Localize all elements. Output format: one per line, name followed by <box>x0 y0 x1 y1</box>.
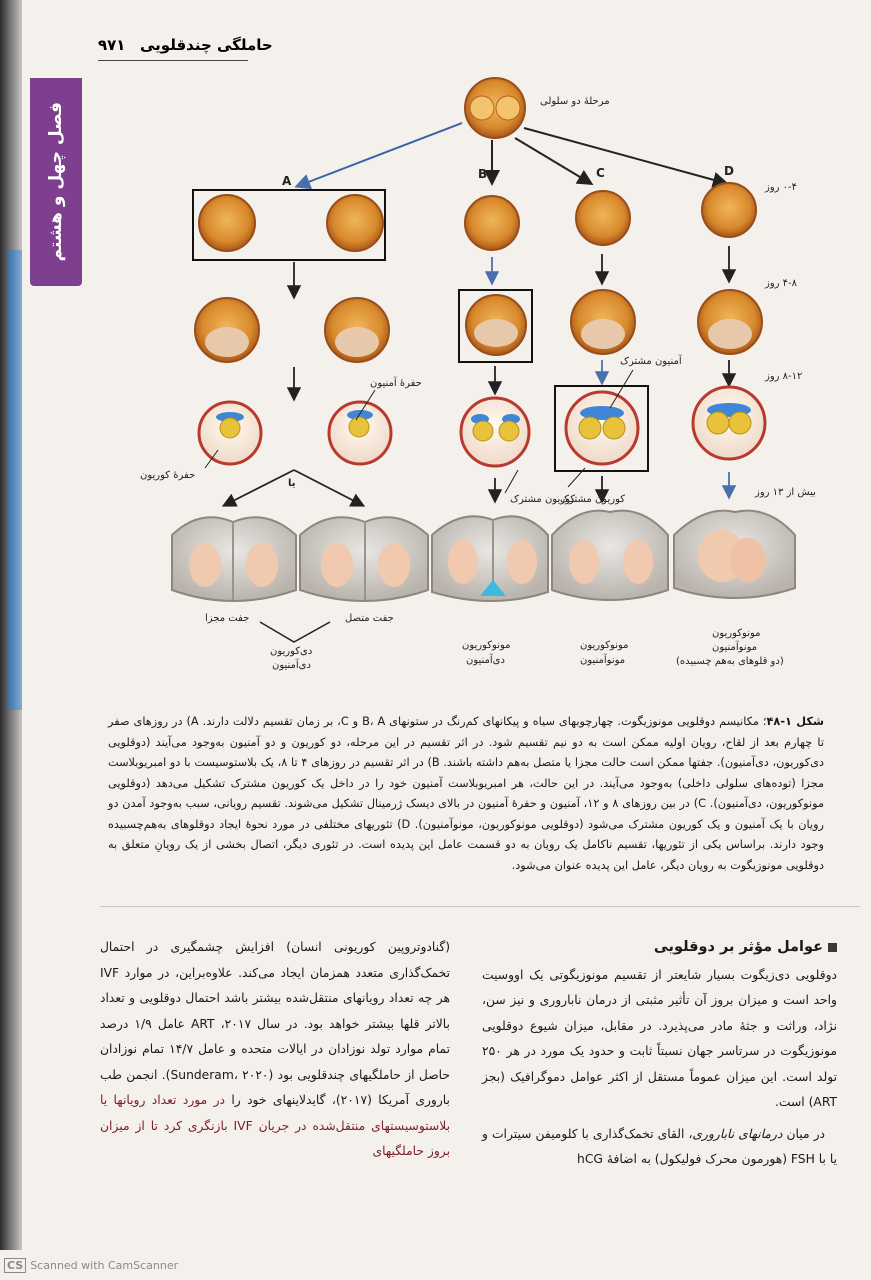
caption-text: ؛ مکانیسم دوقلویی مونوزیگوت. چهارچوبهای سیاه و پیکانهای کم‌رنگ در ستونهای B، A و C، بر زمان تقسیم دلالت دارند. A) در روزهای صفر تا چهارم بعد از لقاح، رویان اولیه ممکن است به دو نیم تقسیم شود. در اثر تقسیم در این مرحله، دو کوریون و دو آمنیون به‌وجود می‌آیند (دوقلویی دی‌کوریون، دی‌آمنیون). جفتها ممکن است حالت مجزا یا متصل به‌هم داشته باشند. B) در اثر تقسیم در روزهای ۴ تا ۸، یک بلاستوسیست با دو امبریوبلاست مجزا (توده‌های سلولی داخلی) به‌وجود می‌آیند. در این حالت، هر امبریوبلاست آمنیون خود را در داخل یک کوریون مشترک تشکیل می‌دهد (دوقلویی مونوکوریون، دی‌آمنیون). C) در بین روزهای ۸ و ۱۲، آمنیون و حفرهٔ آمنیون در بالای دیسک ژرمینال تشکیل می‌شوند. تقسیم رویانی، سبب به‌وجود آمدن دو رویان با یک آمنیون و یک کوریون مشترک می‌شود (دوقلویی مونوکوریون، مونوآمنیون). D) تئوریهای مختلفی در مورد نحوهٔ ایجاد دوقلوهای به‌هم‌چسبیده وجود دارند. براساس یکی از تئوریها، تقسیم ناکامل یک رویان به دو قسمت عامل این پدیده است. در تئوری دیگر، اتصال بخشی از یک رویانِ متعلق به دوقلویی مونوزیگوت به رویان دیگر، عامل این پدیده عنوان می‌شود. <box>108 715 824 872</box>
row2-blastocysts <box>195 290 762 362</box>
p2-suffix: ، القای تخمک‌گذاری با کلومیفن سیترات و یا با FSH (هورمون محرک فولیکول) به اضافهٔ hCG <box>482 1126 837 1166</box>
p2-italic: درمانهای ناباروری <box>692 1126 783 1141</box>
row4-fetuses <box>172 511 795 601</box>
section-title: عوامل مؤثر بر دوقلویی <box>653 939 823 955</box>
chapter-label: فصل چهل و هشتم <box>46 102 66 262</box>
or-split <box>225 470 729 505</box>
p2-prefix: در میان <box>782 1126 825 1141</box>
section-divider <box>100 906 860 907</box>
left-column-highlight: در مورد تعداد رویانها یا بلاستوسیستهای منتقل‌شده در جریان IVF بازنگری کرد تا از میزان بروز حاملگیهای <box>100 1093 450 1158</box>
outcome-b-line2: دی‌آمنیون <box>466 655 505 666</box>
label-fused-placenta: جفت متصل <box>345 613 394 624</box>
label-amnion-cavity: حفرهٔ آمنیون <box>370 378 422 389</box>
paragraph-2 <box>482 1122 837 1173</box>
arrow-to-c <box>515 138 590 183</box>
paragraph-1: دوقلویی دی‌زیگوت بسیار شایعتر از تقسیم مونوزیگوتی یک اووسیت واحد است و میزان بروز آن تأثیر مثبتی از درمان ناباروری و نیز سن، نژاد، وراثت و جثهٔ مادر می‌پذیرد. در مقابل، میزان شیوع دوقلویی مونوزیگوت در سرتاسر جهان نسبتاً ثابت و حدود یک مورد در هر ۲۵۰ تولد است. این میزان عموماً مستقل از اکثر عوامل دموگرافیک (بجز ART) است. <box>482 967 837 1109</box>
outcome-d-line3: (دو قلوهای به‌هم چسبیده) <box>676 656 784 667</box>
outcome-b-line1: مونوکوریون <box>462 640 511 651</box>
label-two-cell: مرحلهٔ دو سلولی <box>540 96 610 107</box>
label-shared-amnion: آمنیون مشترک <box>620 356 682 367</box>
row3-sacs <box>199 387 765 466</box>
label-separate-placenta: جفت مجزا <box>205 613 250 624</box>
outcome-a-line1: دی‌کوریون <box>270 646 313 657</box>
running-head-title: حاملگی چندقلویی <box>140 36 273 54</box>
section-heading <box>482 935 837 961</box>
label-chorion-cavity: حفرهٔ کوریون <box>140 470 196 481</box>
caption-label: شکل ۱-۴۸ <box>766 715 824 728</box>
row1-cells <box>199 183 756 251</box>
arrows-row1 <box>294 246 729 296</box>
label-shared-chorion-c: کوریون مشترک <box>560 494 625 505</box>
page-number: ۹۷۱ <box>98 36 126 54</box>
two-cell-stage <box>465 78 525 138</box>
scanner-badge: CS <box>4 1258 26 1273</box>
label-shared-chorion-b: کوریون مشترک <box>510 494 575 505</box>
arrow-to-d <box>524 128 725 183</box>
left-column <box>100 935 450 1165</box>
figure-caption <box>108 712 824 876</box>
col-label-a: A <box>282 174 292 188</box>
col-label-b: B <box>478 167 488 181</box>
scanner-watermark <box>4 1258 178 1273</box>
label-day-8-12: ۸-۱۲ روز <box>765 371 803 382</box>
heading-bullet <box>828 943 837 952</box>
label-day-13: بیش از ۱۳ روز <box>755 487 816 498</box>
col-label-d: D <box>724 164 734 178</box>
outcome-d-line1: مونوکوریون <box>712 628 761 639</box>
right-column <box>482 935 837 1173</box>
outcome-c-line2: مونوآمنیون <box>580 655 626 666</box>
col-label-c: C <box>596 166 605 180</box>
label-or: یا <box>288 478 296 489</box>
label-day-4-8: ۴-۸ روز <box>765 278 798 289</box>
outcome-c-line1: مونوکوریون <box>580 640 629 651</box>
left-column-text: (گنادوتروپین کوریونی انسان) افزایش چشمگیری در احتمال تخمک‌گذاری متعدد همزمان ایجاد می‌کند. علاوه‌براین، در موارد IVF هر چه تعداد رویانهای منتقل‌شده بیشتر باشد احتمال دوقلویی و تعداد بالاتر قلها بیشتر خواهد بود. در سال ۲۰۱۷، ART عامل ۱/۹ درصد تمام موارد تولد نوزادان در ایالات متحده و عامل ۱۴/۷ تمام نوزادان حاصل از حاملگیهای چندقلویی بود (Sunderam، ۲۰۲۰). انجمن طب باروری آمریکا (۲۰۱۷)، گایدلاینهای خود را <box>100 940 451 1107</box>
label-day-0-4: ۰-۴ روز <box>765 182 798 193</box>
scanner-label: Scanned with CamScanner <box>30 1259 179 1272</box>
placenta-bracket <box>260 622 330 642</box>
outcome-a-line2: دی‌آمنیون <box>272 660 311 671</box>
outcome-d-line2: مونوآمنیون <box>712 642 758 653</box>
arrow-to-a <box>298 123 462 186</box>
